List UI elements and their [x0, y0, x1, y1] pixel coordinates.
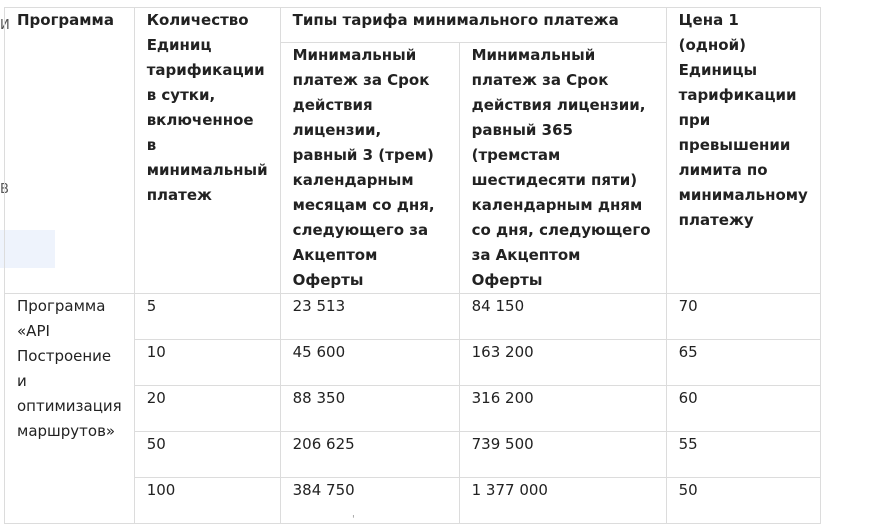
three-months-price-cell: 384 750: [280, 478, 459, 524]
three-months-price-cell: 88 350: [280, 386, 459, 432]
year-price-cell: 84 150: [459, 294, 666, 340]
year-price-cell: 163 200: [459, 340, 666, 386]
three-months-price-cell: 23 513: [280, 294, 459, 340]
page-edge-mark: ': [352, 514, 355, 525]
year-price-cell: 739 500: [459, 432, 666, 478]
over-limit-price-cell: 55: [666, 432, 820, 478]
header-program: Программа: [5, 8, 135, 294]
units-cell: 5: [134, 294, 280, 340]
header-price-over-limit: Цена 1 (одной) Единицы тарификации при превышении лимита по минимальному платежу: [666, 8, 820, 294]
edge-text-fragment: И: [0, 18, 10, 33]
table-row: [5, 294, 821, 340]
units-cell: 20: [134, 386, 280, 432]
over-limit-price-cell: 50: [666, 478, 820, 524]
header-tariff-types: Типы тарифа минимального платежа: [280, 8, 666, 43]
units-cell: 100: [134, 478, 280, 524]
three-months-price-cell: 45 600: [280, 340, 459, 386]
tariff-table: [4, 7, 821, 524]
header-units-per-day: Количество Единиц тарификации в сутки, включенное в минимальный платеж: [134, 8, 280, 294]
units-cell: 10: [134, 340, 280, 386]
year-price-cell: 1 377 000: [459, 478, 666, 524]
subheader-year: Минимальный платеж за Срок действия лицензии, равный 365 (тремстам шестидесяти пяти) календарным дням со дня, следующего за Акцептом Оферты: [459, 43, 666, 294]
over-limit-price-cell: 60: [666, 386, 820, 432]
year-price-cell: 316 200: [459, 386, 666, 432]
edge-text-fragment: В: [0, 182, 9, 197]
program-name-cell: Программа «API Построение и оптимизация маршрутов»: [5, 294, 135, 524]
subheader-three-months: Минимальный платеж за Срок действия лицензии, равный 3 (трем) календарным месяцам со дня, следующего за Акцептом Оферты: [280, 43, 459, 294]
over-limit-price-cell: 70: [666, 294, 820, 340]
units-cell: 50: [134, 432, 280, 478]
over-limit-price-cell: 65: [666, 340, 820, 386]
three-months-price-cell: 206 625: [280, 432, 459, 478]
